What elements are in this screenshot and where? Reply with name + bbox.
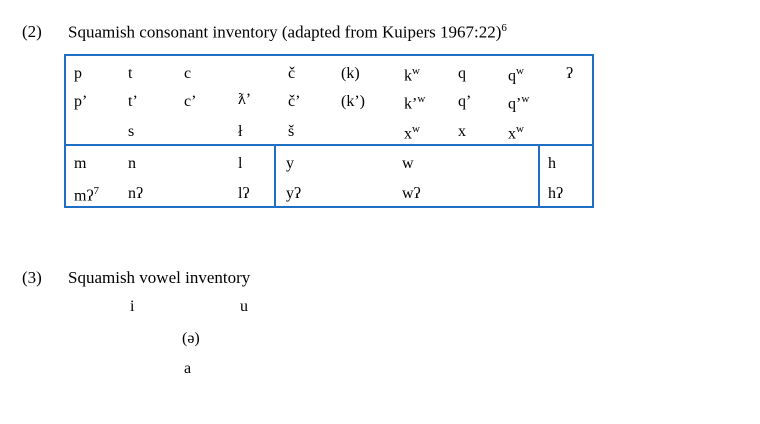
vowel-i: i (130, 298, 135, 315)
consonant-w-glottalized: wʔ (402, 185, 421, 202)
consonant-h: h (548, 155, 556, 172)
consonant-l-bar: ł (238, 123, 243, 140)
consonant-qw-ejective: q’$^w$ (508, 93, 530, 113)
consonant-c-hacek-ejective: č’ (288, 93, 301, 110)
consonant-s-hacek: š (288, 123, 295, 140)
obstruent-box (64, 54, 594, 146)
example-2-number: (2) (22, 22, 42, 41)
consonant-s: s (128, 123, 135, 140)
example-3-title: Squamish vowel inventory (68, 268, 251, 287)
vowel-a: a (184, 360, 192, 377)
consonant-h-glottalized: hʔ (548, 185, 564, 202)
consonant-t-ejective: t’ (128, 93, 138, 110)
consonant-xw-uvular: $x^w$ (508, 123, 524, 143)
consonant-n: n (128, 155, 136, 172)
consonant-xw: $x^w$ (404, 123, 420, 143)
consonant-kw: $k^w$ (404, 65, 420, 85)
consonant-chart (64, 54, 594, 208)
sonorant-box-right (540, 144, 594, 208)
consonant-p-ejective: p’ (74, 93, 88, 110)
consonant-y-glottalized: yʔ (286, 185, 302, 202)
example-2-footnote-marker: 6 (501, 22, 507, 34)
consonant-p: p (74, 65, 82, 82)
consonant-y: y (286, 155, 294, 172)
consonant-x-uvular: x (458, 123, 466, 140)
consonant-t: t (128, 65, 133, 82)
example-3-number: (3) (22, 268, 42, 287)
consonant-w: w (402, 155, 414, 172)
consonant-m-glottalized: mʔ$^7$ (74, 185, 100, 205)
consonant-qw: $q^w$ (508, 65, 524, 85)
example-2-title (68, 22, 507, 43)
vowel-u: u (240, 298, 248, 315)
example-2-title-text: Squamish consonant inventory (adapted from Kuipers 1967:22) (68, 22, 502, 42)
sonorant-box-left (64, 144, 276, 208)
consonant-l: l (238, 155, 243, 172)
consonant-glottal-stop: ʔ (566, 65, 574, 82)
consonant-k-paren: (k) (341, 65, 360, 82)
consonant-m: m (74, 155, 87, 172)
consonant-lambda-ejective: ƛ’ (238, 91, 252, 108)
sonorant-box-middle (276, 144, 540, 208)
consonant-c-ejective: c’ (184, 93, 197, 110)
consonant-q-ejective: q’ (458, 93, 472, 110)
consonant-q: q (458, 65, 466, 82)
consonant-n-glottalized: nʔ (128, 185, 144, 202)
consonant-kw-ejective: k’$^w$ (404, 93, 426, 113)
vowel-schwa: (ə) (182, 330, 200, 347)
consonant-c-hacek: č (288, 65, 296, 82)
consonant-c: c (184, 65, 192, 82)
consonant-k-ejective-paren: (k’) (341, 93, 365, 110)
sonorant-row (64, 144, 594, 208)
consonant-l-glottalized: lʔ (238, 185, 250, 202)
